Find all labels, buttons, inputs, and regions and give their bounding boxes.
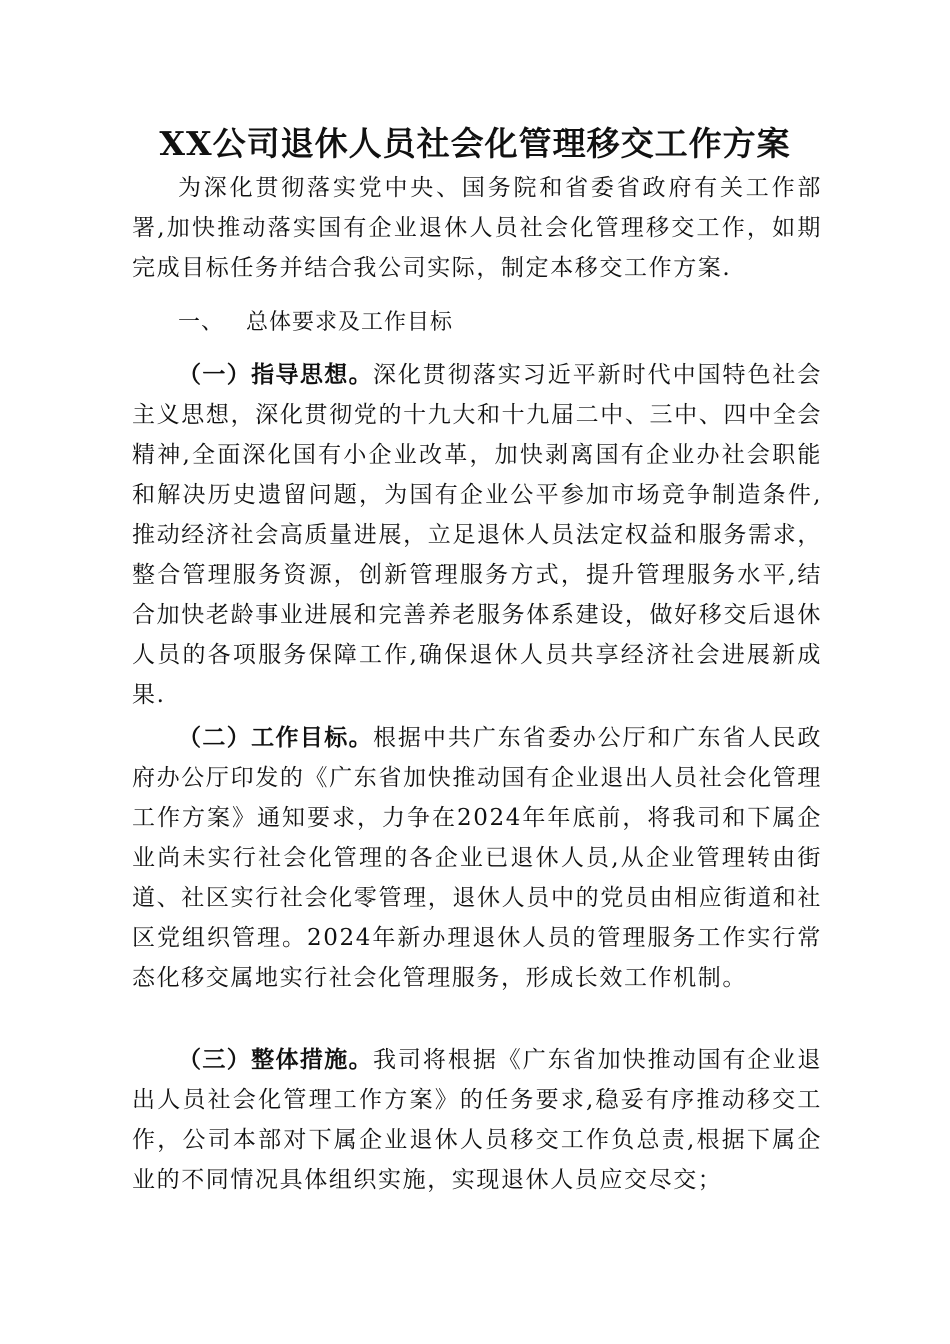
paragraph-text: 根据中共广东省委办公厅和广东省人民政府办公厅印发的《广东省加快推动国有企业退出人员社会化管理工作方案》通知要求，力争在2024年年底前，将我司和下属企业尚未实行社会化管理的各企业已退休人员,从企业管理转由街道、社区实行社会化零管理，退休人员中的党员由相应街道和社区党组织管理。2024年新办理退休人员的管理服务工作实行常态化移交属地实行社会化管理服务，形成长效工作机制。 <box>132 725 823 991</box>
paragraph-text: 深化贯彻落实习近平新时代中国特色社会主义思想，深化贯彻党的十九大和十九届二中、三中、四中全会精神,全面深化国有小企业改革，加快剥离国有企业办社会职能和解决历史遗留问题，为国有企业公平参加市场竞争制造条件,推动经济社会高质量进展，立足退休人员法定权益和服务需求，整合管理服务资源，创新管理服务方式，提升管理服务水平,结合加快老龄事业进展和完善养老服务体系建设，做好移交后退休人员的各项服务保障工作,确保退休人员共享经济社会进展新成果. <box>132 362 823 708</box>
section-heading <box>178 303 453 343</box>
paragraph-lead: （二）工作目标。 <box>178 725 373 751</box>
intro-paragraph: 为深化贯彻落实党中央、国务院和省委省政府有关工作部署,加快推动落实国有企业退休人员社会化管理移交工作，如期完成目标任务并结合我公司实际，制定本移交工作方案. <box>132 175 822 281</box>
document-title: XX公司退休人员社会化管理移交工作方案 <box>159 124 791 163</box>
paragraph-overall-measures <box>132 1040 822 1200</box>
paragraph-work-goals <box>132 718 822 998</box>
section-number: 一、 <box>178 310 225 335</box>
paragraph-lead: （一）指导思想。 <box>178 362 373 388</box>
paragraph-text: 我司将根据《广东省加快推动国有企业退出人员社会化管理工作方案》的任务要求,稳妥有序推动移交工作，公司本部对下属企业退休人员移交工作负总责,根据下属企业的不同情况具体组织实施，实现退休人员应交尽交； <box>132 1047 823 1193</box>
paragraph-guiding-ideology <box>132 355 822 715</box>
paragraph-lead: （三）整体措施。 <box>178 1047 373 1073</box>
section-title: 总体要求及工作目标 <box>246 310 454 335</box>
